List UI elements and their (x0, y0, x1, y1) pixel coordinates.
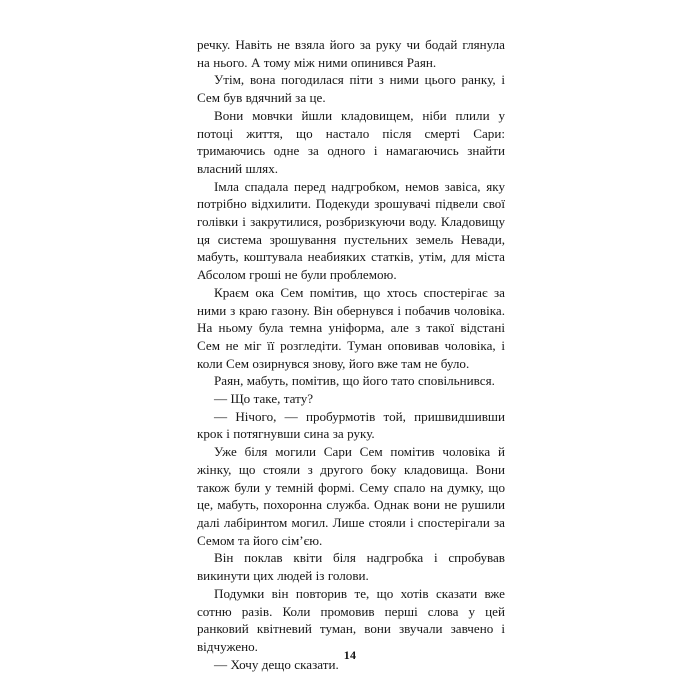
paragraph-6: Раян, мабуть, помітив, що його тато сповільнився. (214, 373, 495, 389)
text-column (197, 36, 505, 673)
paragraph-10: Він поклав квіти біля надгробка і спробував викинути цих людей із голови. (197, 550, 505, 584)
paragraph-8: — Нічого, — пробурмотів той, пришвидшивши крок і потягнувши сина за руку. (197, 408, 505, 442)
paragraph-9: Уже біля могили Сари Сем помітив чоловіка й жінку, що стояли з другого боку кладовища. Вони також були у темній формі. Сему спало на думку, що це, мабуть, похоронна служба. Однак вони не рушили далі лабіринтом могил. Лише стояли і спостерігали за Семом та його сім’єю. (197, 444, 505, 548)
paragraph-4: Імла спадала перед надгробком, немов завіса, яку потрібно відхилити. Подекуди зрошувачі підвели свої голівки і закрутилися, розбризкуючи воду. Кладовищу ця система зрошування пустельних земель Невади, мабуть, коштувала неабияких статків, утім, для міста Абсолом гроші не були проблемою. (197, 178, 505, 283)
paragraph-7: — Що таке, тату? (214, 391, 314, 407)
paragraph-11: Подумки він повторив те, що хотів сказати вже сотню разів. Коли промовив перші слова у цей ранковий квітневий туман, вони звучали завчено і відчужено. (197, 585, 505, 654)
paragraph-3: Вони мовчки йшли кладовищем, ніби плили у потоці життя, що настало після смерті Сари: тримаючись одне за одного і намагаючись знайти власний шлях. (197, 107, 505, 176)
paragraph-12: — Хочу дещо сказати. (214, 656, 339, 672)
page-number: 14 (343, 648, 357, 662)
paragraph-2: Утім, вона погодилася піти з ними цього ранку, і Сем був вдячний за це. (197, 72, 505, 106)
paragraph-1: речку. Навіть не взяла його за руку чи бодай глянула на нього. А тому між ними опинився Раян. (197, 37, 505, 70)
paragraph-5: Краєм ока Сем помітив, що хтось спостерігає за ними з краю газону. Він обернувся і побачив чоловіка. На ньому була темна уніформа, але з такої відстані Сем не міг її розгледіти. Туман оповивав чоловіка, і коли Сем озирнувся знову, його вже там не було. (197, 284, 505, 371)
